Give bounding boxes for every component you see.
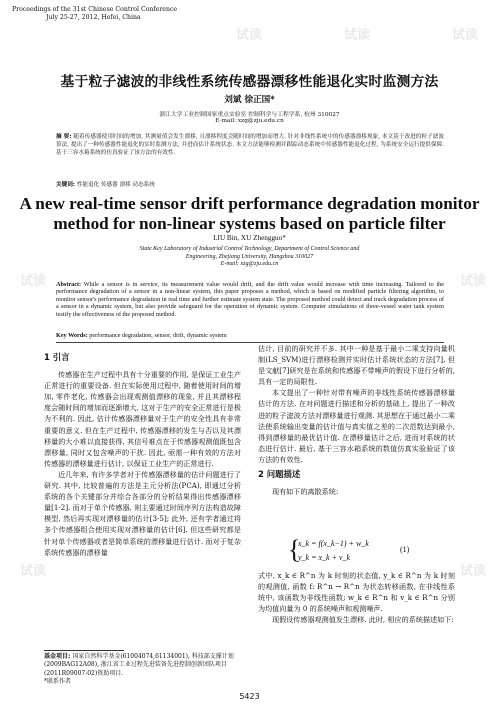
footnote-corresponding: *联系作者 <box>44 678 72 686</box>
equation-brace: { <box>288 535 301 564</box>
proceedings-title: Proceedings of the 31st Chinese Control Conference <box>12 6 178 13</box>
right-paragraph-2: 本文提出了一种针对带有噪声的非线性系统传感器漂移量估计的方法. 在对问题进行描述和分析的基础上, 提出了一种改进的粒子滤波方法对漂移量进行观测. 其思想在于通过最小二乘法使系统输出变量的估计值与真实值之差的二次范数达到最小, 得到漂移量的最优估计值. 在漂移量估计之后, 进而对系统的状态进行估计. 最后, 基于三容水箱系统的数值仿真实验验证了该方法的有效性. <box>258 388 455 464</box>
footnote <box>44 653 244 687</box>
english-abstract <box>56 281 444 318</box>
proceedings-date: July 25-27, 2012, Hefei, China <box>46 13 141 21</box>
section-1-paragraph-1: 传感器在生产过程中具有十分重要的作用, 是保证工业生产正常进行的重要设备. 但在实际使用过程中, 随着使用时间的增加, 零件老化, 传感器会出现观测值漂移的现象, 并且其漂移程度会随时间的增加而逐渐增大, 这对于生产的安全正常进行是极为不利的. 因此, 估计传感器漂移量对于生产的安全性具有非常重要的意义. 但在生产过程中, 传感器漂移的发生与否以及其漂移量的大小难以直接获得, 其信号难点在于传感器观测值既包含漂移量, 同时又包含噪声的干扰. 因此, 亟需一种有效的方法对传感器的漂移量进行估计, 以保证工业生产的正常进行. <box>44 370 241 468</box>
english-keywords-label: Key Words: <box>56 332 88 339</box>
watermark: 试读 <box>20 564 47 579</box>
english-affiliation <box>0 246 499 269</box>
chinese-abstract-text: 随着传感器使用时间的增加, 其测量值会发生漂移, 且漂移程度会随时间的增加而增大. 针对非线性系统中的传感器漂移现象, 本文基于改进的粒子滤波算法, 提出了一种传感器性能退化的实时监测方法, 并进而估计系统状态. 本文方法能够检测并跟踪动态系统中传感器性能退化过程, 为系统安全运行提供保障. 基于三容水箱系统的仿真验证了该方法的有效性. <box>56 134 445 156</box>
chinese-abstract-label: 摘 要: <box>56 134 72 140</box>
right-paragraph-5: 现假设传感器观测值发生漂移. 此时, 相应的系统描述如下: <box>272 615 454 625</box>
watermark: 试读 <box>20 274 47 289</box>
chinese-keywords <box>56 180 155 188</box>
english-affiliation-line1: State Key Laboratory of Industrial Control Technology, Department of Control Science and <box>139 246 360 252</box>
chinese-keywords-label: 关键词: <box>56 182 76 188</box>
right-paragraph-1: 估计, 目前的研究并不多. 其中一种是基于最小二乘支持向量机制(LS_SVM)进行漂移检测并实时估计系统状态的方法[7], 但是文献[7]研究是在系统和传感器不带噪声的假设下进行分析的, 具有一定的局限性. <box>258 344 455 387</box>
english-abstract-text: While a sensor is in service, its measurement value would drift, and the drift value would increase with time increasing. Tailored to the performance degradation of a sensor in a non-linear system, this paper proposes a method, which is based on modified particle filtering algorithm, to monitor sensor's performance degradation in real time and further estimate system state. The proposed method could detect and track degradation process of a sensor in a dynamic system, but also provide safeguard for the operation of dynamic system. Computer simulations of three-vessel water tank system testify the effectiveness of the proposed method. <box>56 281 445 318</box>
english-abstract-label: Abstract: <box>56 281 82 288</box>
equation-number: (1) <box>400 545 410 554</box>
watermark: 试读 <box>452 28 479 43</box>
page-number: 5423 <box>239 692 260 701</box>
footnote-divider <box>44 650 124 651</box>
english-title-line1: A new real-time sensor drift performance degradation monitor <box>19 194 480 213</box>
watermark: 试读 <box>460 274 487 289</box>
chinese-keywords-text: 性能退化 传感器 漂移 动态系统 <box>76 182 155 188</box>
english-keywords <box>56 332 227 339</box>
english-title <box>0 194 499 234</box>
watermark: 试读 <box>236 28 263 43</box>
right-paragraph-3: 现有如下的离散系统: <box>272 487 339 497</box>
chinese-authors: 刘斌 徐正国* <box>224 95 275 105</box>
watermark: 试读 <box>460 564 487 579</box>
watermark: 试读 <box>344 28 371 43</box>
section-1-heading: 1 引言 <box>44 352 70 362</box>
equation-1 <box>288 536 458 566</box>
footnote-fund-label: 基金项目: <box>44 653 71 660</box>
english-email: E-mail: xzg@zju.edu.cn <box>220 261 279 268</box>
english-title-line2: method for non-linear systems based on particle filter <box>53 214 446 233</box>
section-1-paragraph-2: 近几年来, 有许多学者对于传感器漂移量的估计问题进行了研究. 其中, 比较普遍的方法是主元分析法(PCA), 即通过分析系统的各个关键部分并综合各部分的分析结果得出传感器漂移量[1-2]. 而对于单个传感器, 则主要通过时间序列方法构造故障模型, 然后再实现对漂移量的估计[3-5]; 此外, 还有学者通过将多个传感器组合使用实现对漂移量的估计[6]. 但这些研究都是针对单个传感器或者是简单系统的漂移量进行估计. 而对于复杂系统传感器的漂移量 <box>44 469 241 557</box>
chinese-title: 基于粒子滤波的非线性系统传感器漂移性能退化实时监测方法 <box>60 74 439 90</box>
right-column-continued <box>258 570 455 625</box>
chinese-email: E-mail: xzg@zju.edu.cn <box>215 118 284 124</box>
english-keywords-text: performance degradation, sensor, drift, dynamic system <box>89 332 227 339</box>
chinese-abstract <box>56 134 444 157</box>
right-paragraph-4: 式中, x_k ∈ R^n 为 k 时刻的状态值, y_k ∈ R^n 为 k 时刻的观测值, 函数 f: R^n → R^n 为状态转移函数, 在非线性系统中, 该函数为非线性函数; w_k ∈ R^n 和 v_k ∈ R^n 分别为均值向量为 0 的系统噪声和观测噪声. <box>258 571 455 614</box>
left-column <box>44 348 241 558</box>
right-column <box>258 343 455 497</box>
equation-line-2: y_k = x_k + v_k <box>298 553 351 562</box>
english-affiliation-line2: Engineering, Zhejiang University, Hangzhou 310027 <box>185 253 314 260</box>
footnote-fund-text: 国家自然科学基金(61004074,61134001), 科技部支撑计划(2009BAG12A08), 浙江省工业过程先进装备先进控制创新团队项目(2011R09007-02)资助项目. <box>44 653 234 677</box>
section-2-heading: 2 问题描述 <box>258 469 301 480</box>
proceedings-header <box>12 6 177 21</box>
english-authors: LIU Bin, XU Zhengguo* <box>213 234 286 242</box>
equation-line-1: x_k = f(x_k−1) + w_k <box>298 539 369 548</box>
chinese-affiliation: 浙江大学工业控制国家重点实验室 控制科学与工程学系, 杭州 310027 <box>159 112 340 118</box>
